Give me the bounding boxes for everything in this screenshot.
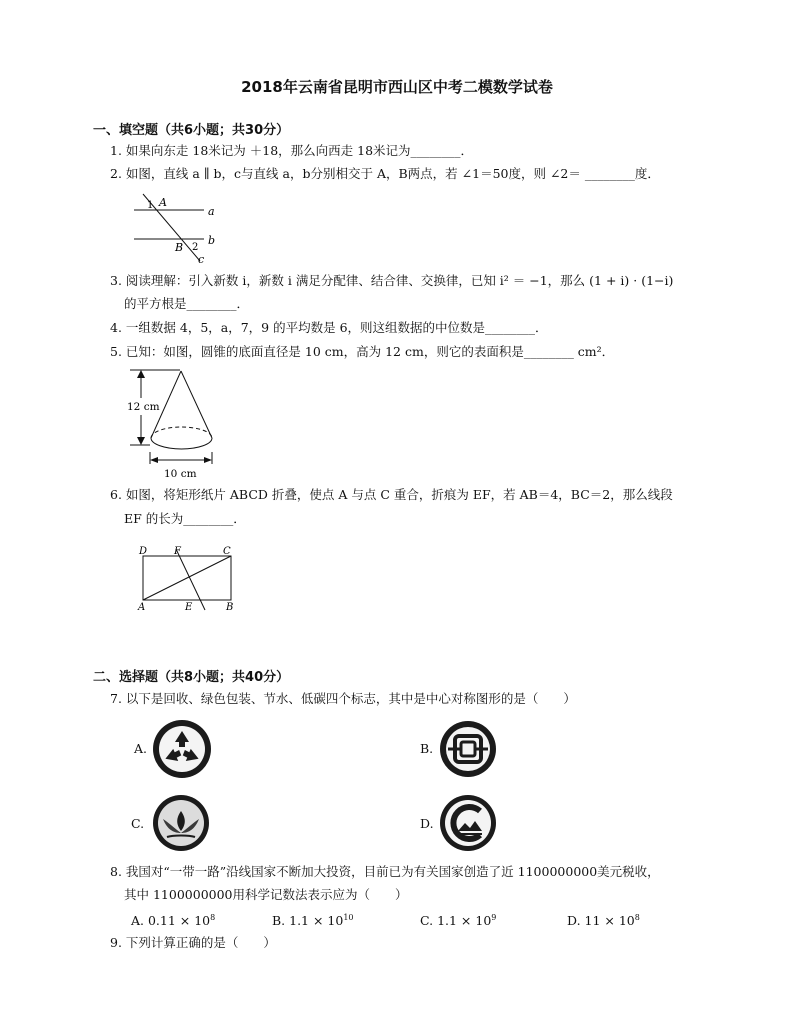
water-saving-logo-icon <box>151 793 211 853</box>
label-diameter: 10 cm <box>164 468 197 480</box>
recycle-logo-icon <box>151 718 213 780</box>
label-angle-1: 1 <box>147 200 154 211</box>
option-8d: D. $11 \times 10^8$ <box>567 913 640 929</box>
cone-base-front <box>151 438 212 449</box>
section-choice-heading: 二、选择题（共8小题；共40分） <box>93 670 290 685</box>
option-7c-label: C. <box>131 816 145 831</box>
label-height: 12 cm <box>127 401 160 413</box>
option-8b: B. $1.1 \times 10^{10}$ <box>272 913 354 929</box>
question-7: 7. 以下是回收、绿色包装、节水、低碳四个标志，其中是中心对称图形的是（ ） <box>110 691 576 706</box>
question-3-line1: 3. 阅读理解：引入新数 i，新数 i 满足分配律、结合律、交换律，已知 i² ＝ −1，那么 (1 + i) · (1−i) <box>110 273 674 288</box>
option-8c: C. $1.1 \times 10^9$ <box>420 913 497 929</box>
label-C: C <box>223 546 231 557</box>
label-c: c <box>198 253 205 265</box>
question-1: 1. 如果向东走 18米记为 ＋18，那么向西走 18米记为________． <box>110 143 474 158</box>
label-b: b <box>208 234 216 247</box>
label-A: A <box>138 602 146 613</box>
label-a: a <box>208 205 215 218</box>
option-7a-label: A. <box>134 741 148 756</box>
label-angle-2: 2 <box>192 242 199 253</box>
question-8-line2: 其中 1100000000用科学记数法表示应为（ ） <box>124 887 408 902</box>
question-6-line1: 6. 如图，将矩形纸片 ABCD 折叠，使点 A 与点 C 重合，折痕为 EF，若 AB＝4，BC＝2，那么线段 <box>110 487 673 502</box>
fold-line-EF <box>176 549 205 610</box>
low-carbon-logo-icon <box>438 793 498 853</box>
figure-parallel-lines <box>128 193 228 265</box>
label-B: B <box>226 602 234 613</box>
question-6-line2: EF 的长为________． <box>124 511 246 526</box>
option-7b-label: B. <box>420 741 434 756</box>
label-F: F <box>174 546 181 557</box>
label-point-B: B <box>175 241 184 254</box>
question-4: 4. 一组数据 4，5，a，7，9 的平均数是 6，则这组数据的中位数是________． <box>110 320 548 335</box>
question-8-line1: 8. 我国对“一带一路”沿线国家不断加大投资，目前已为有关国家创造了近 1100000000美元税收， <box>110 864 660 879</box>
figure-cone <box>124 366 234 481</box>
label-D: D <box>139 546 148 557</box>
question-2: 2. 如图，直线 a ∥ b，c与直线 a，b分别相交于 A，B两点，若 ∠1＝50度，则 ∠2＝ ________度． <box>110 166 660 181</box>
option-8a: A. $0.11 \times 10^8$ <box>131 913 216 929</box>
label-point-A: A <box>159 196 167 209</box>
option-7d-label: D. <box>420 816 434 831</box>
label-E: E <box>185 602 193 613</box>
question-9: 9. 下列计算正确的是（ ） <box>110 935 276 950</box>
diagonal-AC <box>143 556 231 600</box>
question-5: 5. 已知：如图，圆锥的底面直径是 10 cm，高为 12 cm，则它的表面积是________ cm²． <box>110 344 615 359</box>
page-title: 2018年云南省昆明市西山区中考二模数学试卷 <box>241 78 553 96</box>
figure-rectangle-fold <box>134 542 244 614</box>
question-3-line2: 的平方根是________． <box>124 296 250 311</box>
cone-base-back <box>151 427 212 438</box>
green-package-logo-icon <box>438 719 498 779</box>
section-fill-heading: 一、填空题（共6小题；共30分） <box>93 123 290 138</box>
